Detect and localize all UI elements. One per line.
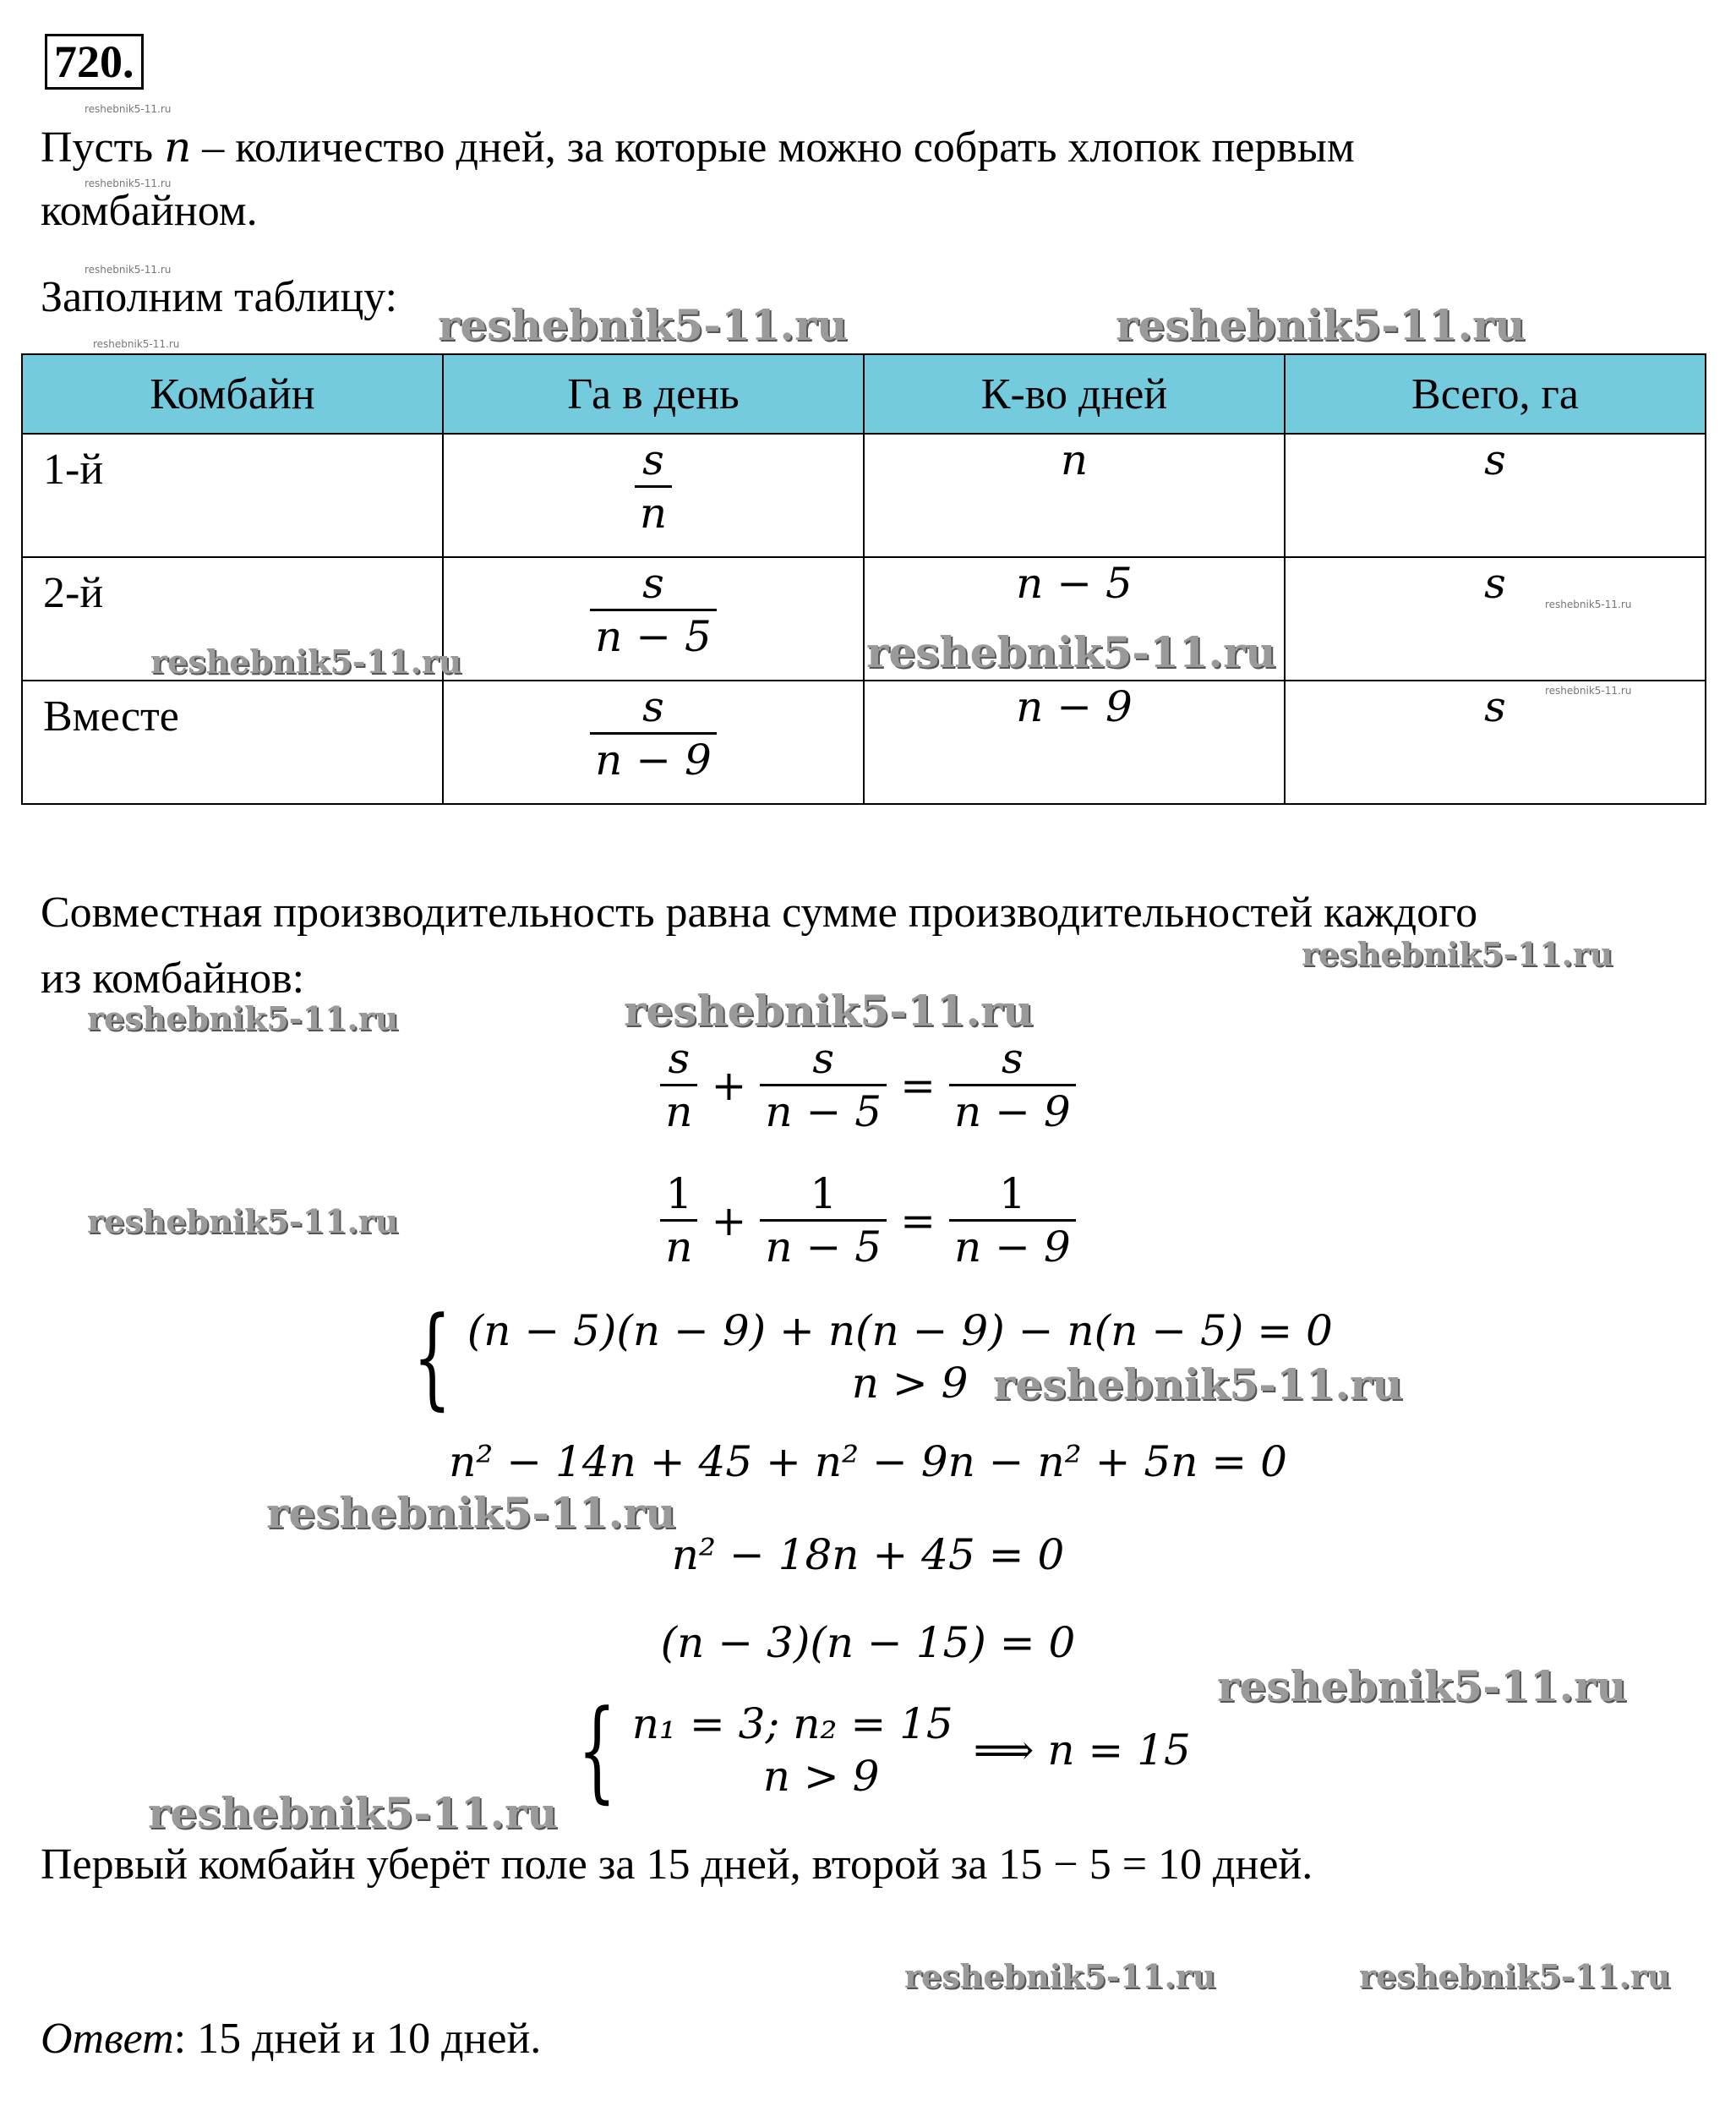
system-2-implication: ⟹ n = 15 [973, 1725, 1191, 1775]
fraction-numerator: s [642, 559, 664, 608]
fraction-denominator: n − 9 [954, 1222, 1071, 1272]
fraction-denominator: n [665, 1222, 693, 1272]
watermark-small: reshebnik5-11.ru [1545, 599, 1632, 610]
equation-4: n² − 18n + 45 = 0 [671, 1530, 1065, 1579]
fraction-numerator: s [1002, 1034, 1024, 1083]
watermark: reshebnik5-11.ru [904, 1957, 1216, 1995]
table-header-row [22, 354, 1706, 434]
equation-3: n² − 14n + 45 + n² − 9n − n² + 5n = 0 [449, 1437, 1287, 1486]
fraction-denominator: n − 9 [954, 1087, 1071, 1136]
watermark-small: reshebnik5-11.ru [1545, 685, 1632, 697]
fraction-numerator: s [642, 435, 664, 484]
problem-number: 720. [45, 34, 144, 90]
table-row [22, 681, 1706, 804]
equation-1 [0, 1033, 1736, 1137]
watermark: reshebnik5-11.ru [150, 643, 462, 681]
rate-fraction [590, 558, 717, 662]
watermark: reshebnik5-11.ru [1359, 1957, 1671, 1995]
answer [41, 2014, 541, 2065]
row-label: Вместе [43, 692, 179, 741]
header-combine: Комбайн [22, 354, 443, 434]
fraction-denominator: n − 5 [765, 1222, 882, 1272]
plus-sign: + [711, 1060, 747, 1110]
data-table [21, 353, 1706, 805]
header-days: К-во дней [864, 354, 1285, 434]
explanation-line-2: из комбайнов: [41, 954, 305, 1003]
watermark: reshebnik5-11.ru [1217, 1661, 1627, 1711]
fraction-numerator: s [668, 1034, 691, 1083]
watermark: reshebnik5-11.ru [1302, 935, 1613, 973]
header-total: Всего, га [1285, 354, 1706, 434]
watermark-small: reshebnik5-11.ru [93, 338, 180, 350]
equation-5: (n − 3)(n − 15) = 0 [660, 1618, 1076, 1667]
watermark: reshebnik5-11.ru [624, 986, 1034, 1036]
fraction-numerator: 1 [665, 1169, 693, 1218]
intro-line-1-pre: Пусть [41, 123, 165, 172]
days-value: n − 9 [1016, 682, 1133, 731]
system-2-line-1: n₁ = 3; n₂ = 15 [631, 1699, 953, 1748]
watermark: reshebnik5-11.ru [438, 300, 848, 350]
days-value: n [1060, 435, 1089, 484]
watermark: reshebnik5-11.ru [993, 1359, 1403, 1409]
brace-icon: { [577, 1686, 617, 1814]
intro-line-2: комбайном. [41, 187, 258, 235]
watermark: reshebnik5-11.ru [87, 999, 399, 1037]
row-label: 2-й [43, 569, 104, 617]
fraction-numerator: s [642, 682, 664, 731]
fraction-denominator: n − 9 [595, 736, 712, 785]
rate-fraction [635, 435, 672, 539]
fraction-denominator: n − 5 [595, 612, 712, 661]
total-value: s [1484, 682, 1506, 731]
row-label: 1-й [43, 446, 104, 494]
header-rate: Га в день [443, 354, 864, 434]
explanation-line-1: Совместная производительность равна сумме производительностей каждого [41, 889, 1478, 937]
fraction-denominator: n [665, 1087, 693, 1136]
answer-text: : 15 дней и 10 дней. [173, 2015, 542, 2063]
watermark: reshebnik5-11.ru [87, 1202, 399, 1240]
watermark-small: reshebnik5-11.ru [85, 103, 172, 115]
conclusion: Первый комбайн уберёт поле за 15 дней, второй за 15 − 5 = 10 дней. [41, 1840, 1313, 1889]
total-value: s [1484, 559, 1506, 608]
system-1-line-1: (n − 5)(n − 9) + n(n − 9) − n(n − 5) = 0 [467, 1306, 1333, 1355]
equals-sign: = [900, 1060, 936, 1110]
watermark: reshebnik5-11.ru [1116, 300, 1526, 350]
watermark-small: reshebnik5-11.ru [85, 178, 172, 189]
fraction-numerator: 1 [810, 1169, 838, 1218]
total-value: s [1484, 435, 1506, 484]
fraction-denominator: n − 5 [765, 1087, 882, 1136]
fraction-numerator: 1 [998, 1169, 1026, 1218]
days-value: n − 5 [1016, 559, 1133, 608]
system-2 [562, 1686, 1191, 1814]
equals-sign: = [900, 1195, 936, 1245]
intro-line-1-post: – количество дней, за которые можно собрать хлопок первым [191, 123, 1355, 172]
answer-label: Ответ [41, 2015, 174, 2063]
plus-sign: + [711, 1195, 747, 1245]
watermark-small: reshebnik5-11.ru [85, 264, 172, 276]
fraction-numerator: s [812, 1034, 835, 1083]
intro-line-1 [41, 122, 1355, 173]
watermark: reshebnik5-11.ru [148, 1788, 558, 1838]
table-row [22, 434, 1706, 557]
fraction-denominator: n [639, 489, 668, 538]
watermark: reshebnik5-11.ru [266, 1488, 676, 1538]
brace-icon: { [412, 1293, 452, 1421]
rate-fraction [590, 681, 717, 785]
system-1-line-2: n > 9 [851, 1359, 969, 1408]
system-2-line-2: n > 9 [762, 1752, 880, 1801]
table-intro: Заполним таблицу: [41, 273, 398, 321]
watermark: reshebnik5-11.ru [866, 627, 1276, 677]
variable-n: n [164, 123, 192, 172]
